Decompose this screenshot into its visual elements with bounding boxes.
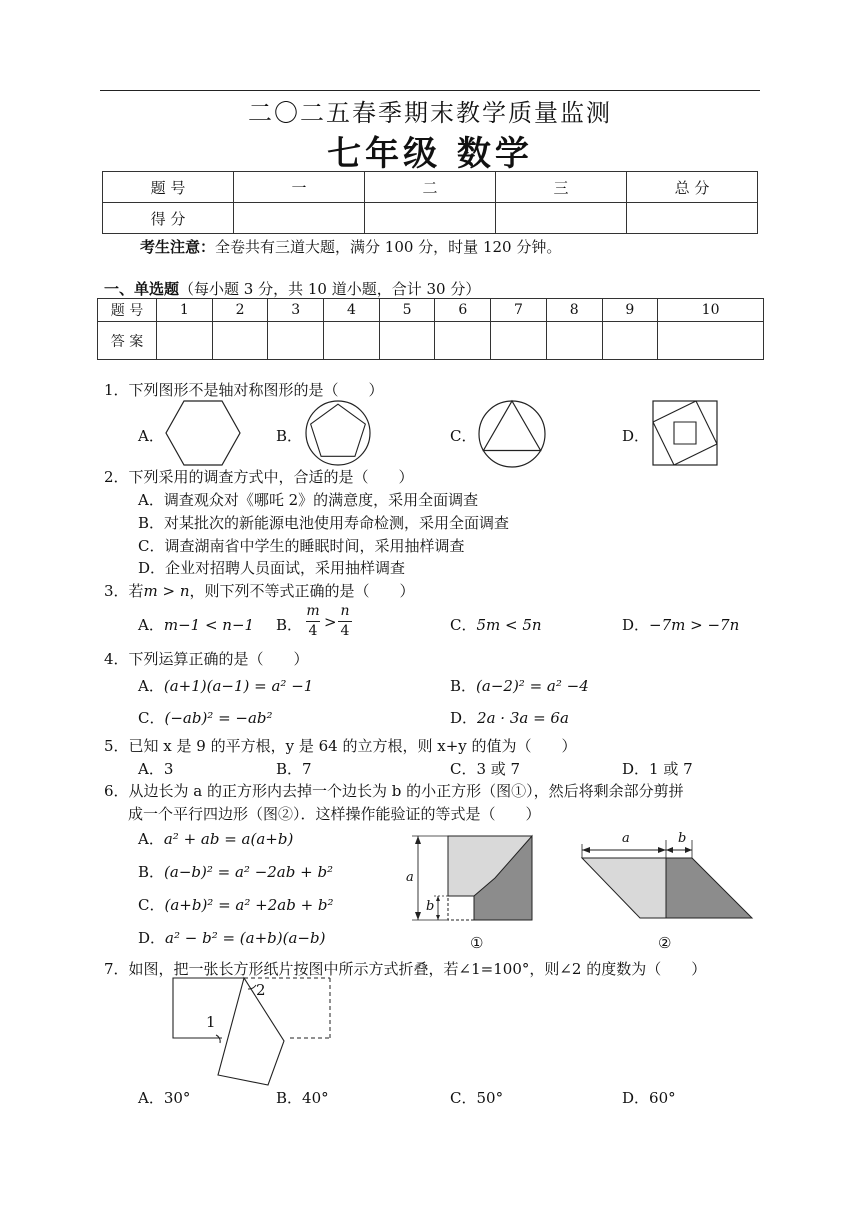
q4-option-b[interactable] (450, 675, 589, 696)
q6-d-label: D． (138, 929, 166, 947)
q4-b-label: B． (450, 677, 477, 695)
score-cell[interactable] (627, 203, 758, 234)
score-table (102, 171, 758, 234)
answer-cell[interactable] (658, 322, 764, 360)
top-rule (100, 90, 760, 91)
notice (140, 236, 561, 257)
q7-option-d[interactable]: D．60° (622, 1089, 676, 1107)
q3-b-fraction-bar-1 (306, 621, 320, 622)
q6-fig2-label-b: b (678, 831, 687, 846)
section1-title: 一、单选题 (104, 280, 180, 298)
hexagon-figure (165, 400, 241, 466)
q5-option-d[interactable]: D．1 或 7 (622, 760, 693, 778)
q3-option-b[interactable] (276, 614, 302, 635)
answer-row-label: 答 案 (98, 322, 157, 360)
answer-number: 5 (379, 299, 435, 322)
score-cell[interactable] (365, 203, 496, 234)
q3-b-denominator-2: 4 (340, 623, 350, 639)
q7-option-c[interactable]: C．50° (450, 1089, 504, 1107)
pentagon-in-circle-figure (305, 400, 371, 466)
notice-label: 考生注意： (140, 238, 216, 256)
q3-b-numerator-1: m (306, 603, 320, 619)
q2-option-d[interactable]: D．企业对招聘人员面试，采用抽样调查 (138, 559, 406, 577)
q3-option-d[interactable] (622, 614, 739, 635)
score-header-cell: 一 (234, 172, 365, 203)
q6-b-math: (a−b)² = a² −2ab + b² (164, 863, 334, 881)
q4-stem: 4．下列运算正确的是（ ） (104, 650, 309, 668)
q6-option-a[interactable] (138, 828, 293, 849)
q2-stem: 2．下列采用的调查方式中，合适的是（ ） (104, 468, 414, 486)
score-header-cell: 题 号 (103, 172, 234, 203)
q3-option-c[interactable] (450, 614, 542, 635)
answer-number: 6 (435, 299, 491, 322)
q6-option-d[interactable] (138, 927, 325, 948)
notice-text: 全卷共有三道大题，满分 100 分，时量 120 分钟。 (215, 238, 562, 256)
q3-option-a[interactable] (138, 614, 254, 635)
q6-fig1-label-b: b (426, 899, 435, 914)
q3-stem-pre: 3．若 (104, 582, 144, 600)
exam-title: 二〇二五春季期末教学质量监测 (248, 99, 612, 127)
q2-option-c[interactable]: C．调查湖南省中学生的睡眠时间，采用抽样调查 (138, 537, 465, 555)
q4-b-math: (a−2)² = a² −4 (476, 677, 589, 695)
score-header-cell: 总 分 (627, 172, 758, 203)
q6-c-label: C． (138, 896, 165, 914)
q6-option-b[interactable] (138, 861, 333, 882)
answer-number: 7 (491, 299, 547, 322)
score-header-cell: 二 (365, 172, 496, 203)
answer-cell[interactable] (379, 322, 435, 360)
q6-figure-2 (578, 830, 758, 922)
q3-b-denominator-1: 4 (308, 623, 318, 639)
q6-fig2-label-a: a (622, 831, 630, 846)
answer-cell[interactable] (546, 322, 602, 360)
q1-option-b[interactable]: B． (276, 427, 303, 445)
answer-number: 1 (157, 299, 213, 322)
q3-d-label: D． (622, 616, 650, 634)
answer-cell[interactable] (602, 322, 658, 360)
q4-d-math: 2a · 3a = 6a (477, 709, 569, 727)
section1-note: （每小题 3 分，共 10 道小题，合计 30 分） (179, 280, 481, 298)
q7-stem: 7．如图，把一张长方形纸片按图中所示方式折叠，若∠1=100°，则∠2 的度数为（ ） (104, 960, 707, 978)
q6-b-label: B． (138, 863, 165, 881)
q3-b-relation: > (324, 613, 337, 631)
q3-b-label: B． (276, 616, 303, 634)
q5-stem: 5．已知 x 是 9 的平方根，y 是 64 的立方根，则 x+y 的值为（ ） (104, 737, 577, 755)
score-cell[interactable] (234, 203, 365, 234)
q2-option-b[interactable]: B．对某批次的新能源电池使用寿命检测，采用全面调查 (138, 514, 510, 532)
q7-folded-paper-figure (170, 975, 335, 1090)
q5-option-b[interactable]: B．7 (276, 760, 312, 778)
q4-c-label: C． (138, 709, 165, 727)
q6-stem-line2: 成一个平行四边形（图②）．这样操作能验证的等式是（ ） (128, 805, 541, 823)
q3-a-math: m−1 < n−1 (163, 616, 255, 634)
q2-option-a[interactable]: A．调查观众对《哪吒 2》的满意度，采用全面调查 (138, 491, 479, 509)
q1-option-a[interactable]: A． (138, 427, 164, 445)
answer-number: 2 (212, 299, 268, 322)
answer-table (97, 298, 764, 360)
q3-stem-math: m > n (143, 582, 190, 600)
q5-option-c[interactable]: C．3 或 7 (450, 760, 521, 778)
q6-option-c[interactable] (138, 894, 334, 915)
q6-fig2-caption: ② (658, 934, 672, 952)
answer-cell[interactable] (268, 322, 324, 360)
q3-stem-post: ，则下列不等式正确的是（ ） (189, 582, 415, 600)
answer-header-label: 题 号 (98, 299, 157, 322)
q4-a-math: (a+1)(a−1) = a² −1 (163, 677, 314, 695)
section1-heading (104, 278, 480, 299)
answer-number: 4 (324, 299, 380, 322)
q1-stem: 1．下列图形不是轴对称图形的是（ ） (104, 381, 384, 399)
q1-option-c[interactable]: C． (450, 427, 477, 445)
answer-cell[interactable] (212, 322, 268, 360)
q3-c-math: 5m < 5n (476, 616, 542, 634)
q6-fig1-label-a: a (406, 870, 414, 885)
answer-number: 8 (546, 299, 602, 322)
q7-angle-1-label: 1 (206, 1013, 216, 1031)
q6-a-math: a² + ab = a(a+b) (163, 830, 294, 848)
answer-number: 9 (602, 299, 658, 322)
q3-c-label: C． (450, 616, 477, 634)
q3-b-fraction-bar-2 (338, 621, 352, 622)
score-row-label: 得 分 (103, 203, 234, 234)
q4-option-a[interactable] (138, 675, 313, 696)
q3-stem (104, 580, 415, 601)
q4-a-label: A． (138, 677, 164, 695)
q4-option-d[interactable] (450, 707, 569, 728)
score-header-cell: 三 (496, 172, 627, 203)
triangle-in-circle-figure (478, 400, 546, 468)
answer-number: 10 (658, 299, 764, 322)
q6-figure-1 (400, 830, 540, 930)
q6-fig1-caption: ① (470, 934, 484, 952)
answer-cell[interactable] (491, 322, 547, 360)
exam-subject: 七年级 数学 (327, 134, 533, 174)
q7-angle-2-label: 2 (256, 981, 266, 999)
q6-stem-line1: 6．从边长为 a 的正方形内去掉一个边长为 b 的小正方形（图①），然后将剩余部分剪拼 (104, 782, 684, 800)
q4-d-label: D． (450, 709, 478, 727)
q7-option-b[interactable]: B．40° (276, 1089, 329, 1107)
q6-a-label: A． (138, 830, 164, 848)
q5-option-a[interactable]: A．3 (138, 760, 174, 778)
q3-b-numerator-2: n (340, 603, 350, 619)
answer-cell[interactable] (157, 322, 213, 360)
answer-number: 3 (268, 299, 324, 322)
q1-option-d[interactable]: D． (622, 427, 650, 445)
answer-cell[interactable] (324, 322, 380, 360)
q7-option-a[interactable]: A．30° (138, 1089, 191, 1107)
q6-d-math: a² − b² = (a+b)(a−b) (165, 929, 326, 947)
q3-d-math: −7m > −7n (649, 616, 740, 634)
score-cell[interactable] (496, 203, 627, 234)
q4-c-math: (−ab)² = −ab² (164, 709, 273, 727)
answer-cell[interactable] (435, 322, 491, 360)
pinwheel-square-figure (652, 400, 718, 466)
q4-option-c[interactable] (138, 707, 273, 728)
q3-a-label: A． (138, 616, 164, 634)
q6-c-math: (a+b)² = a² +2ab + b² (164, 896, 334, 914)
